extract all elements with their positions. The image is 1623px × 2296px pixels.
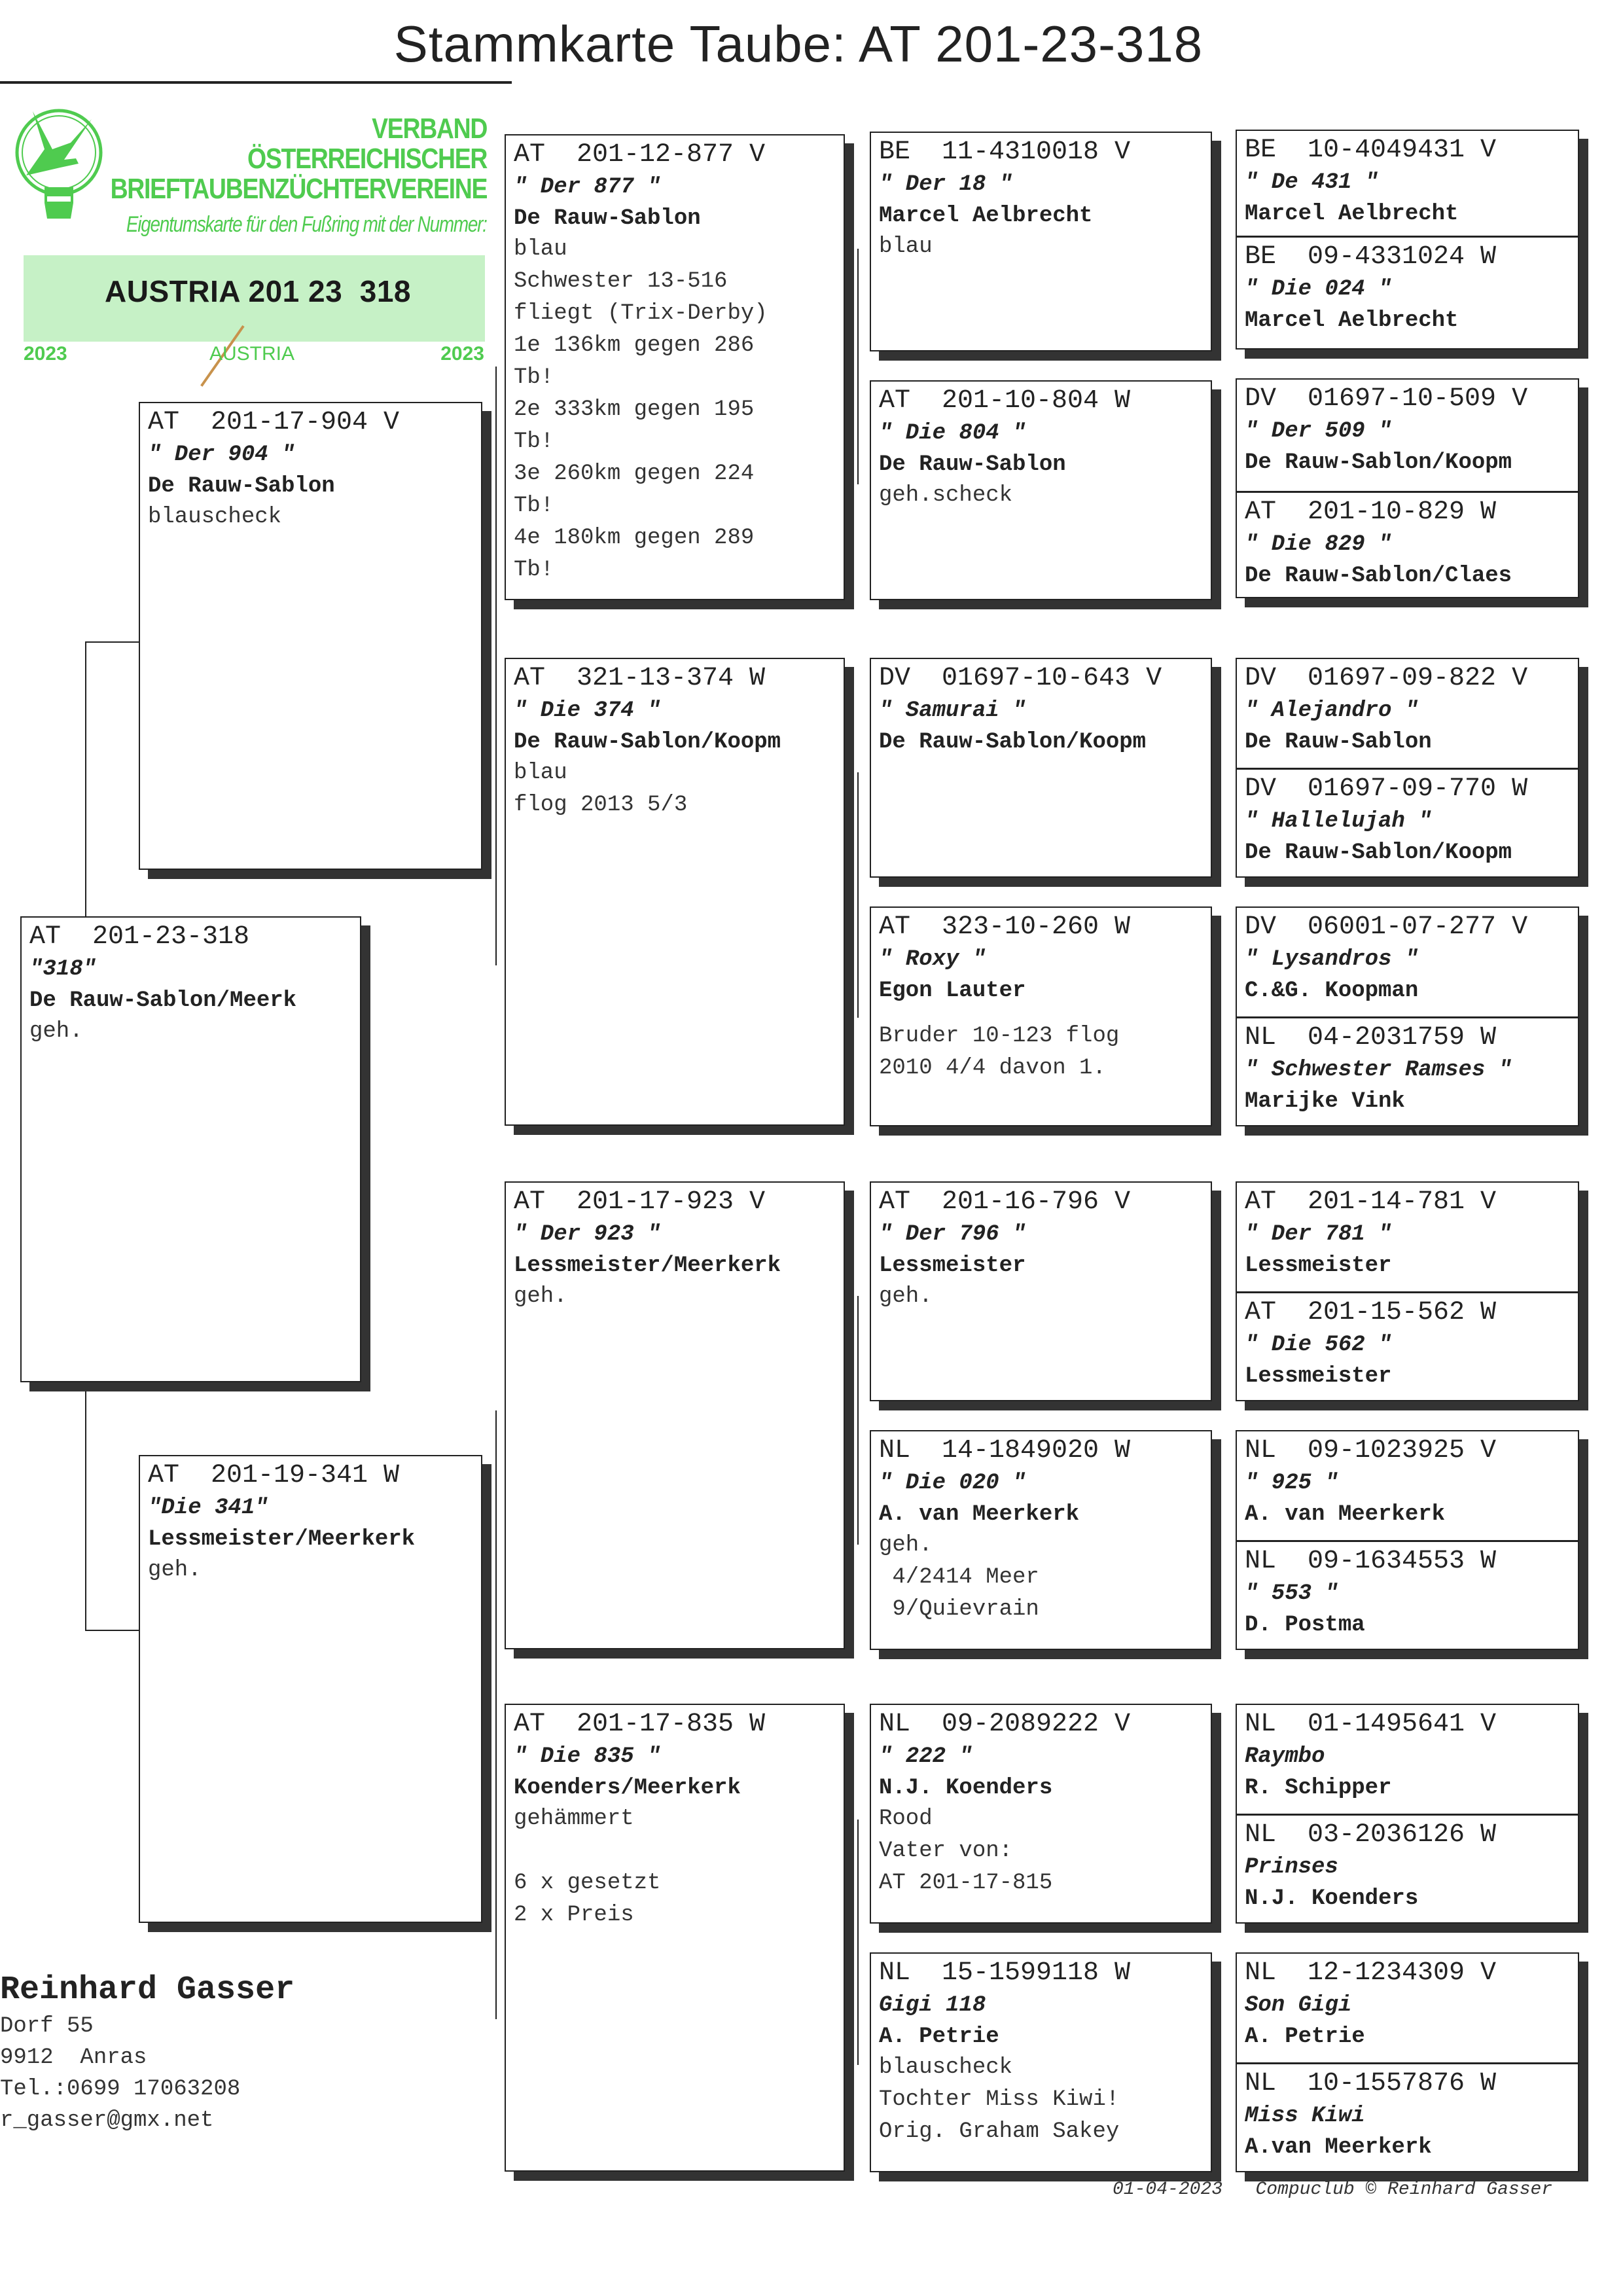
pigeon-name: " 925 " (1245, 1471, 1338, 1496)
ring-id: DV 01697-09-822 V (1245, 664, 1528, 693)
pedigree-entry[interactable] (1237, 1705, 1578, 1814)
breeder: A. van Meerkerk (1245, 1502, 1446, 1527)
connector-line (85, 641, 139, 643)
note: 6 x gesetzt (514, 1871, 661, 1895)
pedigree-entry[interactable] (1237, 768, 1578, 876)
ring-id: NL 15-1599118 W (879, 1958, 1131, 1988)
pigeon-name: " Der 18 " (879, 172, 1013, 197)
ring-id: NL 01-1495641 V (1245, 1710, 1497, 1739)
breeder: Lessmeister (879, 1253, 1026, 1278)
pedigree-card-gen4[interactable] (870, 1704, 1212, 1924)
pedigree-card-gen5-pair[interactable] (1236, 906, 1579, 1126)
breeder: N.J. Koenders (1245, 1886, 1419, 1911)
org-line-2: ÖSTERREICHISCHER (247, 143, 487, 175)
pigeon-name: " Die 829 " (1245, 532, 1392, 557)
ring-id: AT 201-10-804 W (879, 386, 1131, 416)
ring-id: AT 201-17-835 W (514, 1710, 766, 1739)
ring-id: BE 09-4331024 W (1245, 242, 1497, 272)
pedigree-entry[interactable] (1237, 2062, 1578, 2171)
pedigree-entry[interactable] (1237, 1291, 1578, 1400)
pigeon-name: " Die 374 " (514, 698, 661, 723)
note (506, 1835, 844, 1867)
breeder: Marcel Aelbrecht (1245, 308, 1459, 333)
ring-id: AT 201-17-904 V (148, 408, 400, 437)
breeder: De Rauw-Sablon (1245, 730, 1432, 755)
pigeon-name: " Die 835 " (514, 1744, 661, 1769)
pigeon-emblem-icon (13, 103, 105, 228)
ring-id: NL 10-1557876 W (1245, 2069, 1497, 2098)
pigeon-name: " 222 " (879, 1744, 972, 1769)
spacer (871, 1006, 1211, 1020)
ring-id: AT 201-23-318 (29, 922, 250, 952)
note: 3e 260km gegen 224 (514, 461, 755, 486)
ring-id: BE 10-4049431 V (1245, 135, 1497, 165)
pedigree-card-gen5-pair[interactable] (1236, 1952, 1579, 2172)
note: 4/2414 Meer (879, 1565, 1039, 1590)
breeder: De Rauw-Sablon (148, 474, 335, 499)
breeder: C.&G. Koopman (1245, 978, 1419, 1003)
pedigree-card-gen4[interactable] (870, 1430, 1212, 1650)
pigeon-name: " Hallelujah " (1245, 809, 1432, 834)
pigeon-name: Son Gigi (1245, 1993, 1352, 2018)
pigeon-name: " 553 " (1245, 1581, 1338, 1606)
note: Tb! (514, 365, 554, 390)
ring-id: NL 09-1634553 W (1245, 1547, 1497, 1576)
note: blau (514, 761, 567, 785)
note: 2010 4/4 davon 1. (879, 1056, 1106, 1081)
breeder: A. van Meerkerk (879, 1502, 1080, 1527)
pigeon-name: " Lysandros " (1245, 947, 1419, 972)
note: blau (879, 234, 933, 259)
footer-credit: Compuclub © Reinhard Gasser (1255, 2179, 1553, 2200)
note: Vater von: (879, 1839, 1013, 1863)
ring-id: NL 09-2089222 V (879, 1710, 1131, 1739)
note: Orig. Graham Sakey (879, 2119, 1120, 2144)
footer-stamp (1113, 2179, 1552, 2200)
note: 1e 136km gegen 286 (514, 333, 755, 358)
note: Tb! (514, 493, 554, 518)
pigeon-name: " Die 024 " (1245, 277, 1392, 302)
breeder: Lessmeister (1245, 1364, 1392, 1389)
author-block (0, 1970, 294, 2136)
ring-id: DV 01697-09-770 W (1245, 774, 1528, 804)
note: geh. (148, 1558, 202, 1583)
pedigree-card-gen5-pair[interactable] (1236, 378, 1579, 598)
ring-id: AT 201-12-877 V (514, 140, 766, 170)
pedigree-entry[interactable] (1237, 1954, 1578, 2062)
pedigree-card-gen4[interactable] (870, 1952, 1212, 2172)
note: Schwester 13-516 (514, 269, 728, 294)
ring-id: NL 04-2031759 W (1245, 1023, 1497, 1052)
note: Tb! (514, 429, 554, 454)
pedigree-card-gen4[interactable] (870, 132, 1212, 351)
pigeon-name: " Samurai " (879, 698, 1026, 723)
footer-date: 01-04-2023 (1113, 2179, 1223, 2200)
ring-id: NL 03-2036126 W (1245, 1820, 1497, 1850)
ring-id: AT 201-14-781 V (1245, 1187, 1497, 1217)
pedigree-card-gen5-pair[interactable] (1236, 130, 1579, 350)
pigeon-name: "318" (29, 957, 97, 982)
ring-id: DV 01697-10-643 V (879, 664, 1162, 693)
pedigree-card-gen4[interactable] (870, 380, 1212, 600)
pigeon-name: " Der 923 " (514, 1222, 661, 1247)
pedigree-card-gen3[interactable] (505, 658, 845, 1126)
ring-id: AT 201-16-796 V (879, 1187, 1131, 1217)
pigeon-name: Prinses (1245, 1855, 1338, 1880)
pigeon-name: Miss Kiwi (1245, 2104, 1365, 2128)
breeder: Egon Lauter (879, 978, 1026, 1003)
ring-id: AT 201-15-562 W (1245, 1298, 1497, 1327)
breeder: De Rauw-Sablon/Koopm (1245, 450, 1512, 475)
pedigree-card-gen5-pair[interactable] (1236, 1181, 1579, 1401)
breeder: A.van Meerkerk (1245, 2135, 1432, 2160)
pigeon-name: " Die 804 " (879, 421, 1026, 446)
org-name (110, 114, 487, 204)
note: Bruder 10-123 flog (879, 1024, 1120, 1049)
pedigree-card-gen3[interactable] (505, 134, 845, 600)
breeder: Marcel Aelbrecht (879, 204, 1093, 228)
ring-id: AT 201-10-829 W (1245, 497, 1497, 527)
pigeon-name: " Der 904 " (148, 442, 295, 467)
note: flog 2013 5/3 (514, 793, 688, 817)
pigeon-name: " Die 562 " (1245, 1333, 1392, 1357)
breeder: Marijke Vink (1245, 1089, 1405, 1114)
note: Rood (879, 1806, 933, 1831)
note: 2 x Preis (514, 1903, 634, 1928)
author-email[interactable]: r_gasser@gmx.net (0, 2108, 214, 2133)
breeder: R. Schipper (1245, 1776, 1392, 1801)
pedigree-entry[interactable] (1237, 380, 1578, 491)
pigeon-name: " Der 796 " (879, 1222, 1026, 1247)
pedigree-card-gen4[interactable] (870, 658, 1212, 878)
breeder: D. Postma (1245, 1613, 1365, 1638)
note: blauscheck (879, 2055, 1013, 2080)
note: fliegt (Trix-Derby) (514, 301, 768, 326)
breeder: Lessmeister (1245, 1253, 1392, 1278)
pedigree-entry[interactable] (1237, 908, 1578, 1016)
pedigree-entry[interactable] (1237, 1183, 1578, 1291)
breeder: A. Petrie (879, 2024, 999, 2049)
breeder: Koenders/Meerkerk (514, 1776, 741, 1801)
pedigree-card-dam[interactable] (139, 1455, 482, 1923)
author-name: Reinhard Gasser (0, 1971, 295, 2009)
note: Tochter Miss Kiwi! (879, 2087, 1120, 2112)
ring-id: DV 01697-10-509 V (1245, 384, 1528, 414)
ring-id: NL 14-1849020 W (879, 1436, 1131, 1465)
pigeon-name: " Der 877 " (514, 175, 661, 200)
breeder: Marcel Aelbrecht (1245, 202, 1459, 226)
note: blau (514, 237, 567, 262)
year-right: 2023 (440, 343, 484, 365)
ownership-card (0, 85, 510, 373)
breeder: De Rauw-Sablon/Koopm (879, 730, 1147, 755)
ring-id: AT 321-13-374 W (514, 664, 766, 693)
pedigree-entry[interactable] (1237, 1016, 1578, 1125)
pedigree-entry[interactable] (1237, 659, 1578, 768)
connector-line (857, 1820, 859, 2065)
pedigree-entry[interactable] (1237, 1431, 1578, 1540)
breeder: De Rauw-Sablon (879, 452, 1066, 477)
note: AT 201-17-815 (879, 1871, 1053, 1895)
connector-line (495, 367, 497, 965)
pigeon-name: " Der 509 " (1245, 419, 1392, 444)
pedigree-entry[interactable] (1237, 491, 1578, 597)
pedigree-entry[interactable] (1237, 1814, 1578, 1922)
ring-id: BE 11-4310018 V (879, 137, 1131, 167)
note: geh. (879, 1284, 933, 1309)
note: 4e 180km gegen 289 (514, 526, 755, 550)
note: blauscheck (148, 505, 282, 529)
pedigree-card-gen5-pair[interactable] (1236, 1704, 1579, 1924)
author-phone: Tel.:0699 17063208 (0, 2077, 241, 2102)
ring-number: AUSTRIA 201 23 318 (105, 274, 412, 308)
note: 9/Quievrain (879, 1597, 1039, 1622)
pigeon-name: " Alejandro " (1245, 698, 1419, 723)
pigeon-name: " Roxy " (879, 947, 986, 972)
author-city: 9912 Anras (0, 2045, 147, 2070)
year-left: 2023 (24, 343, 67, 365)
pigeon-name: " Der 781 " (1245, 1222, 1392, 1247)
ring-id: NL 12-1234309 V (1245, 1958, 1497, 1988)
connector-line (85, 1630, 139, 1631)
author-street: Dorf 55 (0, 2014, 94, 2039)
note: geh. (514, 1284, 567, 1309)
pigeon-name: Gigi 118 (879, 1993, 986, 2018)
breeder: A. Petrie (1245, 2024, 1365, 2049)
pedigree-entry[interactable] (1237, 236, 1578, 348)
divider (0, 81, 512, 84)
note: geh. (879, 1533, 933, 1558)
pedigree-card-gen4[interactable] (870, 1181, 1212, 1401)
connector-line (85, 1381, 86, 1630)
ring-id: AT 201-19-341 W (148, 1461, 400, 1490)
pedigree-card-gen3[interactable] (505, 1181, 845, 1649)
connector-line (495, 1410, 497, 2019)
pigeon-name: " De 431 " (1245, 170, 1379, 195)
pedigree-entry[interactable] (1237, 131, 1578, 236)
ring-id: DV 06001-07-277 V (1245, 912, 1528, 942)
pedigree-card-sire[interactable] (139, 402, 482, 870)
ring-id: AT 323-10-260 W (879, 912, 1131, 942)
connector-line (857, 249, 859, 484)
ring-id: AT 201-17-923 V (514, 1187, 766, 1217)
country-label: AUSTRIA (209, 343, 295, 365)
pedigree-card-gen3[interactable] (505, 1704, 845, 2172)
connector-line (857, 772, 859, 1018)
org-line-1: VERBAND (371, 113, 487, 145)
pedigree-card-gen4[interactable] (870, 906, 1212, 1126)
org-line-3: BRIEFTAUBENZÜCHTERVEREINE (110, 173, 487, 205)
note: gehämmert (514, 1806, 634, 1831)
pigeon-name: "Die 341" (148, 1496, 268, 1520)
pedigree-card-subject[interactable] (20, 916, 361, 1382)
connector-line (857, 1296, 859, 1545)
card-subtitle: Eigentumskarte für den Fußring mit der Nummer: (126, 212, 487, 237)
breeder: De Rauw-Sablon/Claes (1245, 564, 1512, 588)
connector-line (85, 641, 86, 916)
breeder: Lessmeister/Meerkerk (148, 1527, 416, 1552)
note: geh.scheck (879, 483, 1013, 508)
breeder: Lessmeister/Meerkerk (514, 1253, 781, 1278)
breeder: N.J. Koenders (879, 1776, 1053, 1801)
breeder: De Rauw-Sablon/Koopm (1245, 840, 1512, 865)
pedigree-card-gen5-pair[interactable] (1236, 658, 1579, 878)
breeder: De Rauw-Sablon (514, 206, 701, 231)
page-title: Stammkarte Taube: AT 201-23-318 (393, 15, 1204, 73)
pigeon-name: Raymbo (1245, 1744, 1325, 1769)
breeder: De Rauw-Sablon/Meerk (29, 988, 297, 1013)
note: geh. (29, 1019, 83, 1044)
pedigree-entry[interactable] (1237, 1540, 1578, 1649)
pigeon-name: " Die 020 " (879, 1471, 1026, 1496)
pedigree-card-gen5-pair[interactable] (1236, 1430, 1579, 1650)
note: 2e 333km gegen 195 (514, 397, 755, 422)
ring-id: NL 09-1023925 V (1245, 1436, 1497, 1465)
breeder: De Rauw-Sablon/Koopm (514, 730, 781, 755)
note: Tb! (514, 558, 554, 583)
pigeon-name: " Schwester Ramses " (1245, 1058, 1512, 1083)
